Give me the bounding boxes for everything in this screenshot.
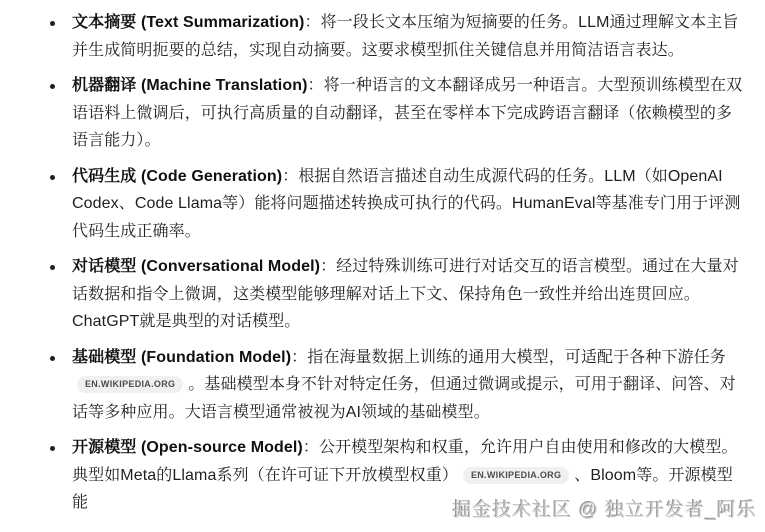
term-label: 文本摘要 (Text Summarization) xyxy=(72,14,305,31)
bullet-text xyxy=(72,344,743,427)
list-item xyxy=(48,253,745,336)
bullet-icon xyxy=(48,344,72,361)
term-label: 开源模型 (Open-source Model) xyxy=(72,439,303,456)
bullet-icon xyxy=(48,72,72,89)
list-item xyxy=(48,9,745,64)
wikipedia-citation-badge[interactable]: EN.WIKIPEDIA.ORG xyxy=(77,376,183,393)
list-item xyxy=(48,163,745,246)
wikipedia-citation-badge[interactable]: EN.WIKIPEDIA.ORG xyxy=(463,467,569,484)
body-text: ：指在海量数据上训练的通用大模型，可适配于各种下游任务 xyxy=(291,348,726,366)
bullet-text xyxy=(72,253,743,336)
list-item xyxy=(48,344,745,427)
bullet-text xyxy=(72,72,743,155)
bullet-icon xyxy=(48,163,72,180)
body-text: 。基础模型本身不针对特定任务，但通过微调或提示，可用于翻译、问答、对话等多种应用。大语言模型通常被视为AI领域的基础模型。 xyxy=(72,376,736,421)
list-item xyxy=(48,72,745,155)
term-label: 机器翻译 (Machine Translation) xyxy=(72,77,308,94)
term-label: 基础模型 (Foundation Model) xyxy=(72,348,292,366)
term-list xyxy=(48,9,745,517)
bullet-text xyxy=(72,163,743,246)
bullet-icon xyxy=(48,253,72,270)
bullet-text xyxy=(72,9,743,64)
body-text: ：根据自然语言描述自动生成源代码的任务。LLM（如OpenAI Codex、Code Llama等）能将问题描述转换成可执行的代码。HumanEval等基准专门用于评测代码生成正确率。 xyxy=(72,167,741,240)
term-label: 代码生成 (Code Generation) xyxy=(72,167,283,185)
term-label: 对话模型 (Conversational Model) xyxy=(72,258,321,275)
body-text: ：将一段长文本压缩为短摘要的任务。LLM通过理解文本主旨并生成简明扼要的总结，实现自动摘要。这要求模型抓住关键信息并用简洁语言表达。 xyxy=(72,14,739,59)
body-text: 、Bloom等。开源模型能 xyxy=(72,466,733,511)
bullet-icon xyxy=(48,434,72,451)
bullet-icon xyxy=(48,9,72,26)
watermark: 掘金技术社区 @ 独立开发者_阿乐 xyxy=(452,500,757,521)
body-text: ：经过特殊训练可进行对话交互的语言模型。通过在大量对话数据和指令上微调，这类模型能够理解对话上下文、保持角色一致性并给出连贯回应。ChatGPT就是典型的对话模型。 xyxy=(72,258,739,330)
body-text: ：将一种语言的文本翻译成另一种语言。大型预训练模型在双语语料上微调后，可执行高质量的自动翻译，甚至在零样本下完成跨语言翻译（依赖模型的多语言能力）。 xyxy=(72,77,743,149)
body-text: ：公开模型架构和权重，允许用户自由使用和修改的大模型。典型如Meta的Llama系列（在许可证下开放模型权重） xyxy=(72,439,738,484)
